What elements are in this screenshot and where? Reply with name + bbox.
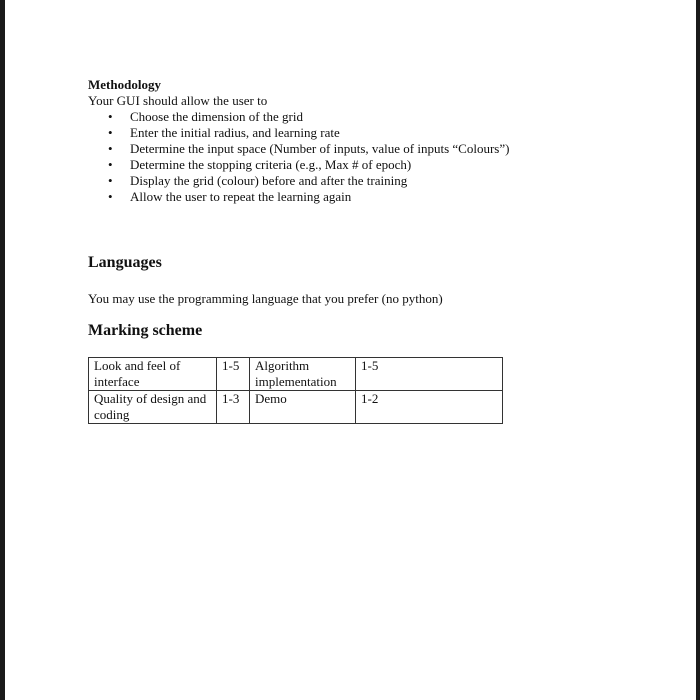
page-edge-right [696,0,700,700]
languages-heading: Languages [88,254,162,271]
table-cell: 1-5 [217,358,250,391]
table-cell: Demo [250,391,356,424]
table-cell: 1-2 [356,391,503,424]
table-cell: Quality of design and coding [89,391,217,424]
list-item-text: Enter the initial radius, and learning rate [130,125,340,140]
table-cell: 1-5 [356,358,503,391]
list-item-text: Display the grid (colour) before and after the training [130,173,408,188]
table-cell: 1-3 [217,391,250,424]
list-item [88,141,509,157]
methodology-heading: Methodology [88,77,161,92]
list-item [88,109,509,125]
list-item-text: Determine the input space (Number of inputs, value of inputs “Colours”) [130,141,510,156]
list-item-text: Choose the dimension of the grid [130,109,303,124]
bullet-icon: • [108,189,113,204]
list-item-text: Allow the user to repeat the learning again [130,189,352,204]
list-item-text: Determine the stopping criteria (e.g., Max # of epoch) [130,157,412,172]
table-cell: Look and feel of interface [89,358,217,391]
bullet-icon: • [108,173,113,188]
list-item [88,173,509,189]
table-cell: Algorithm implementation [250,358,356,391]
languages-text: You may use the programming language that you prefer (no python) [88,291,443,306]
bullet-icon: • [108,157,113,172]
marking-scheme-table [88,357,503,424]
table-row [89,358,503,391]
table-row [89,391,503,424]
marking-scheme-heading: Marking scheme [88,322,203,339]
methodology-bullet-list [88,109,509,205]
list-item [88,157,509,173]
list-item [88,189,509,205]
list-item [88,125,509,141]
page-edge-left [0,0,5,700]
bullet-icon: • [108,125,113,140]
methodology-intro: Your GUI should allow the user to [88,93,268,108]
bullet-icon: • [108,109,113,124]
bullet-icon: • [108,141,113,156]
